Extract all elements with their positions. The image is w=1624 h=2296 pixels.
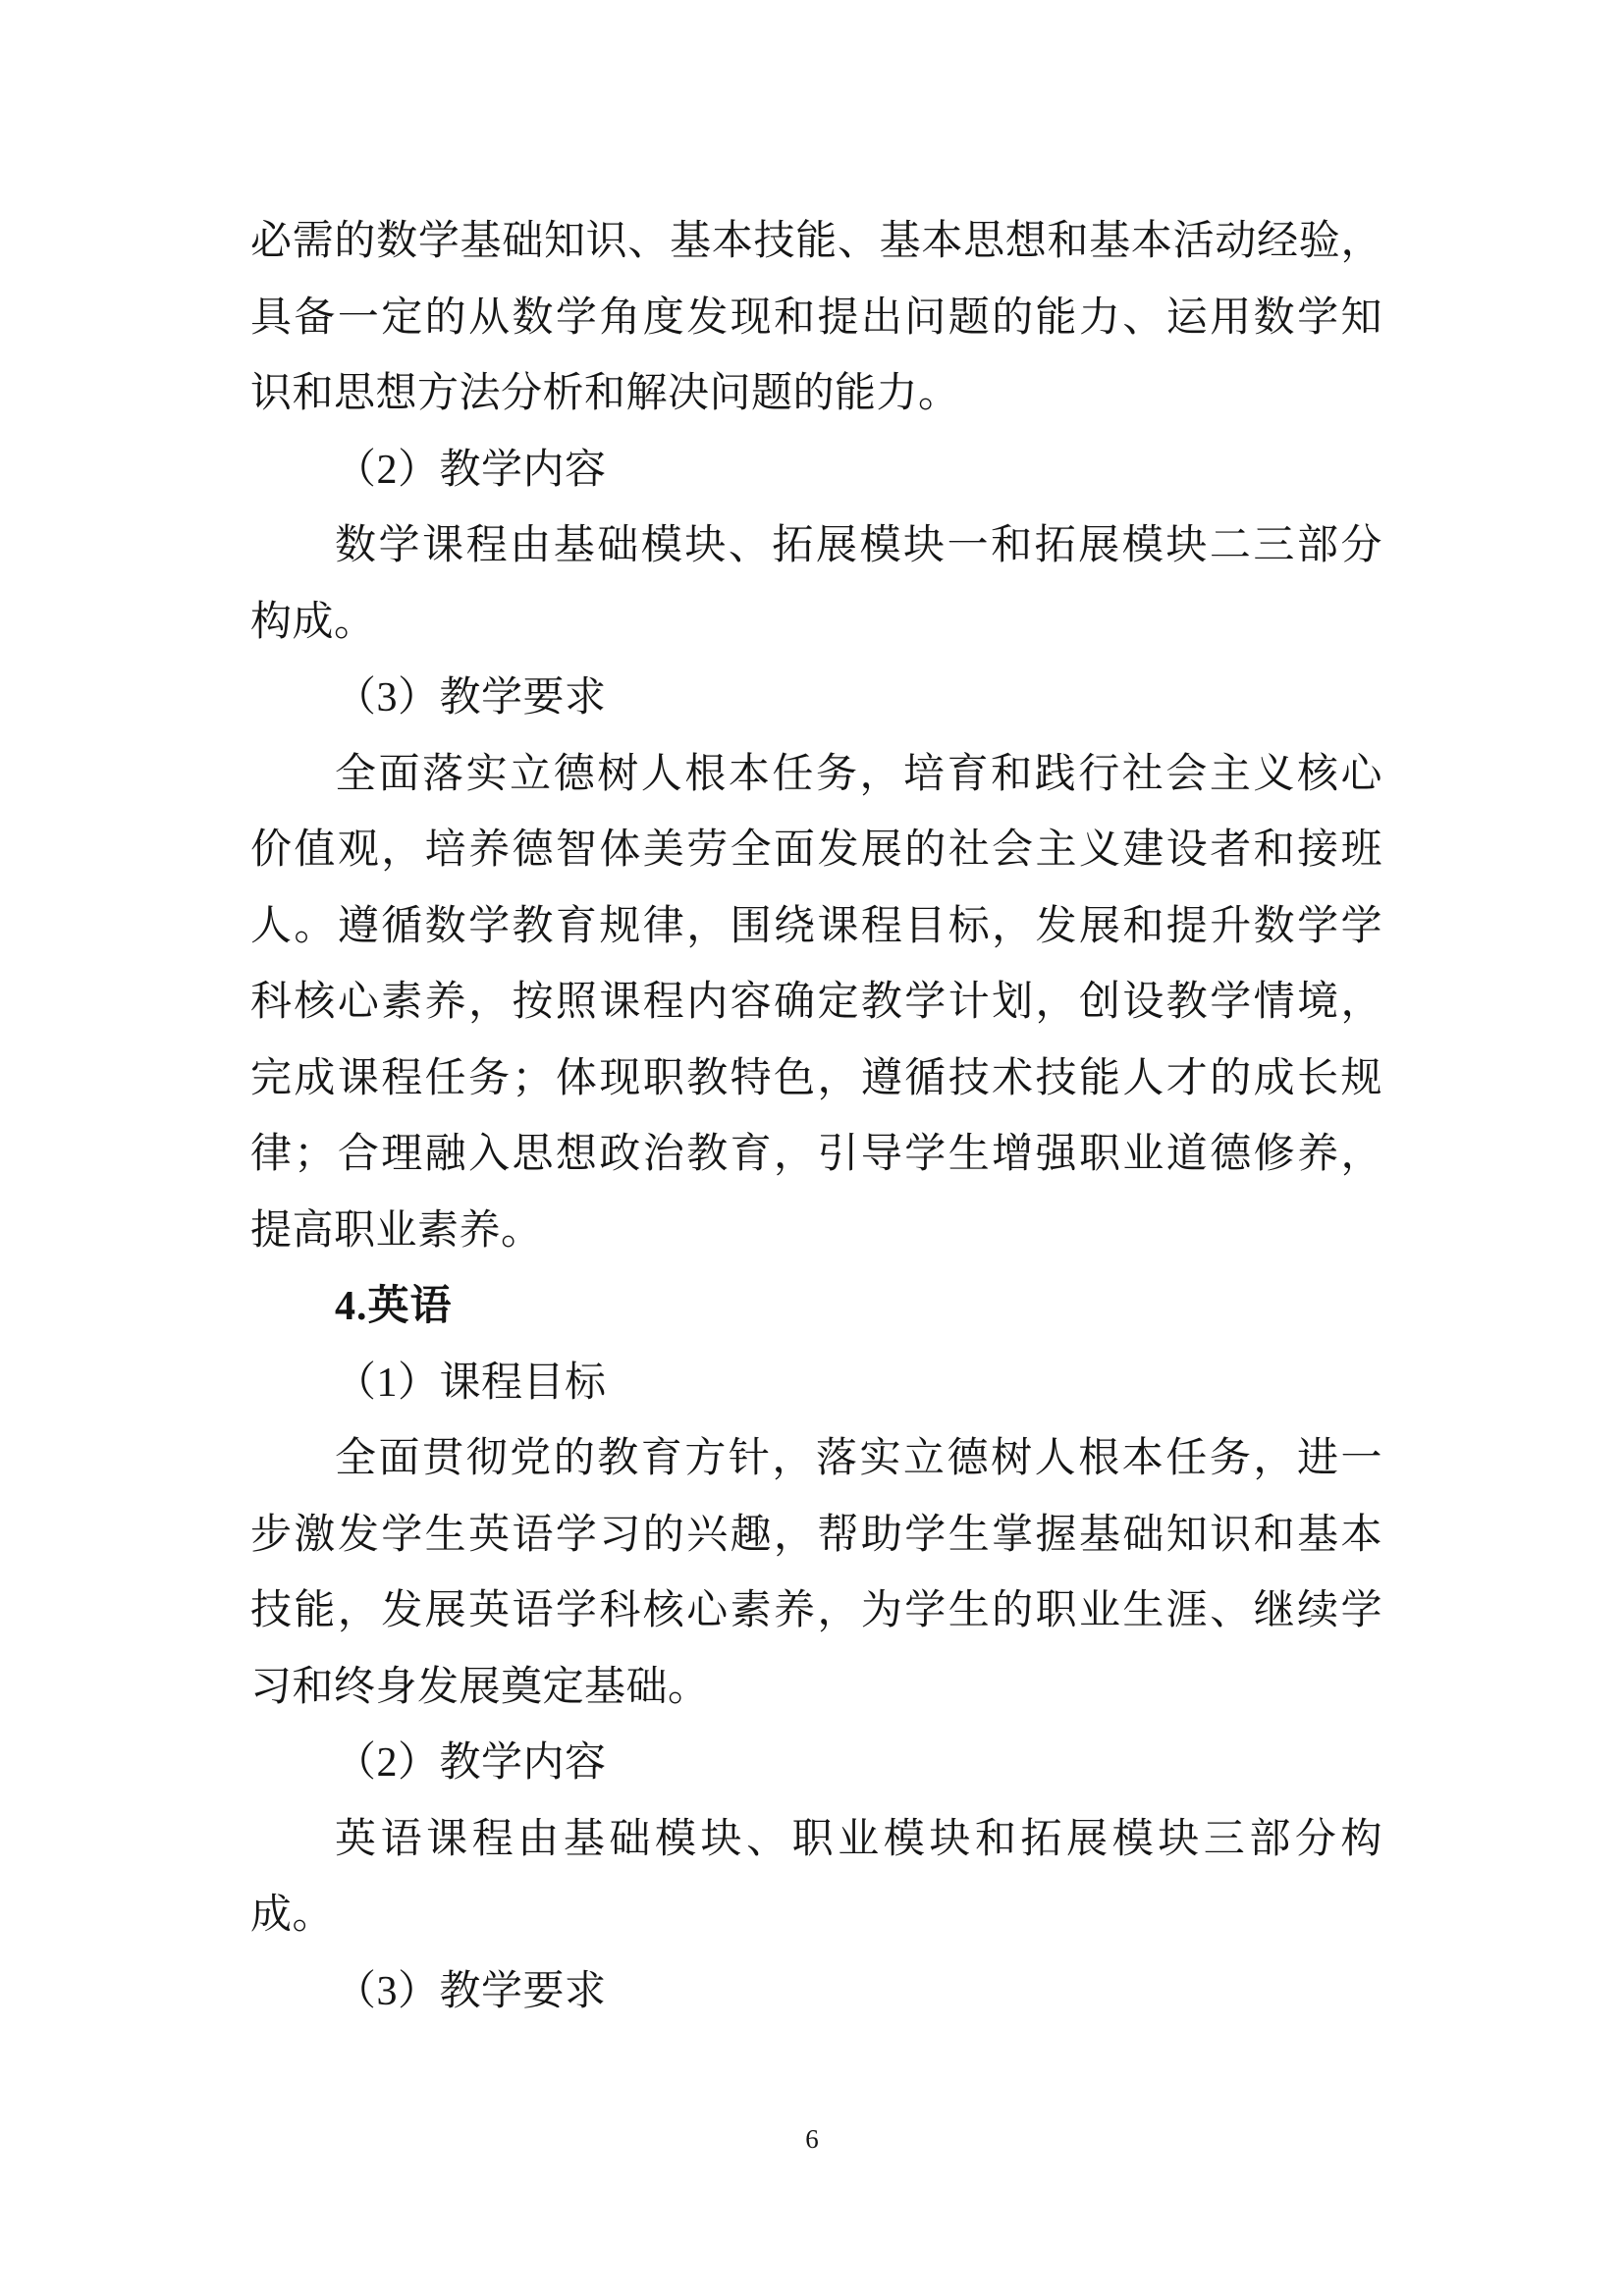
text-line: （3）教学要求 (335, 1968, 607, 2014)
text-line: 价值观，培养德智体美劳全面发展的社会主义建设者和接班 (250, 828, 1382, 873)
text-line: 识和思想方法分析和解决问题的能力。 (250, 371, 960, 416)
text-line: 构成。 (250, 599, 376, 645)
text-line: 全面贯彻党的教育方针，落实立德树人根本任务，进一 (335, 1436, 1382, 1481)
text-block (250, 204, 1382, 2030)
text-line: 完成课程任务；体现职教特色，遵循技术技能人才的成长规 (250, 1055, 1382, 1101)
text-line: 步激发学生英语学习的兴趣，帮助学生掌握基础知识和基本 (250, 1512, 1382, 1558)
text-line: 必需的数学基础知识、基本技能、基本思想和基本活动经验， (250, 219, 1382, 264)
page-number: 6 (805, 2124, 819, 2154)
text-line: 技能，发展英语学科核心素养，为学生的职业生涯、继续学 (250, 1588, 1382, 1633)
text-line: 习和终身发展奠定基础。 (250, 1664, 710, 1710)
text-line: （2）教学内容 (335, 1740, 607, 1786)
text-line: 律；合理融入思想政治教育，引导学生增强职业道德修养， (250, 1132, 1382, 1177)
text-line: （3）教学要求 (335, 675, 607, 721)
text-line: 人。遵循数学教育规律，围绕课程目标，发展和提升数学学 (250, 903, 1382, 949)
text-line: 具备一定的从数学角度发现和提出问题的能力、运用数学知 (250, 294, 1382, 341)
text-line: 成。 (250, 1893, 335, 1938)
text-line: 全面落实立德树人根本任务，培育和践行社会主义核心 (335, 751, 1382, 797)
text-line: 英语课程由基础模块、职业模块和拓展模块三部分构 (335, 1816, 1382, 1862)
section-heading-line: 4.英语 (335, 1284, 453, 1329)
text-line: 科核心素养，按照课程内容确定教学计划，创设教学情境， (250, 980, 1382, 1025)
page-footer (0, 2123, 1624, 2155)
text-line: 提高职业素养。 (250, 1207, 543, 1254)
text-line: 数学课程由基础模块、拓展模块一和拓展模块二三部分 (335, 523, 1382, 568)
text-line: （1）课程目标 (335, 1360, 607, 1406)
text-line: （2）教学内容 (335, 447, 607, 493)
